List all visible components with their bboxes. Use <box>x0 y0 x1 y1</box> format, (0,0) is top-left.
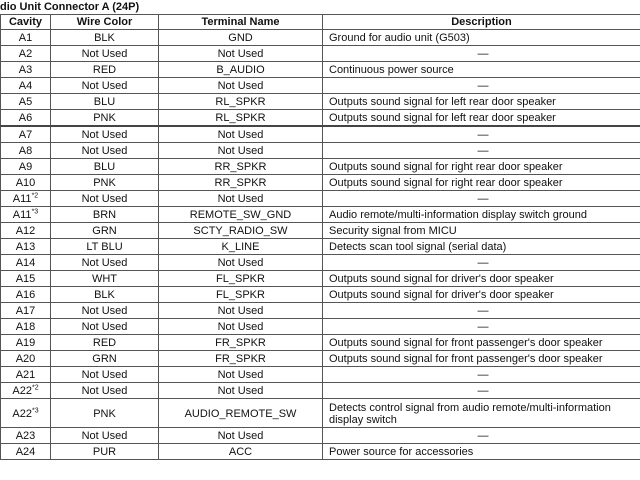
cavity-label: A17 <box>15 305 36 317</box>
cavity-label: A1 <box>18 32 33 44</box>
cavity-cell <box>1 271 51 287</box>
cavity-label: A5 <box>18 96 33 108</box>
description-cell: — <box>323 303 640 319</box>
description-cell: Audio remote/multi-information display switch ground <box>323 207 640 223</box>
terminal-name-cell: AUDIO_REMOTE_SW <box>159 399 323 428</box>
cavity-label: A20 <box>15 353 36 365</box>
table-row <box>1 271 640 287</box>
table-row <box>1 255 640 271</box>
header-cavity: Cavity <box>1 15 51 30</box>
table-row <box>1 319 640 335</box>
terminal-name-cell: REMOTE_SW_GND <box>159 207 323 223</box>
cavity-cell <box>1 175 51 191</box>
table-row <box>1 367 640 383</box>
description-cell: Outputs sound signal for right rear door speaker <box>323 175 640 191</box>
wire-color-cell: PNK <box>51 175 159 191</box>
cavity-cell <box>1 383 51 399</box>
wire-color-cell: BLU <box>51 159 159 175</box>
wire-color-cell: Not Used <box>51 367 159 383</box>
cavity-label: A23 <box>15 430 36 442</box>
wire-color-cell: Not Used <box>51 191 159 207</box>
cavity-footnote: *3 <box>31 208 39 216</box>
wire-color-cell: Not Used <box>51 46 159 62</box>
cavity-label: A22 <box>12 407 32 420</box>
terminal-name-cell: RL_SPKR <box>159 94 323 110</box>
table-row <box>1 444 640 460</box>
cavity-label: A9 <box>18 161 33 173</box>
cavity-cell <box>1 94 51 110</box>
table-row <box>1 303 640 319</box>
header-wire-color: Wire Color <box>51 15 159 30</box>
cavity-label: A22 <box>12 385 32 397</box>
cavity-cell <box>1 367 51 383</box>
wire-color-cell: Not Used <box>51 303 159 319</box>
terminal-name-cell: Not Used <box>159 303 323 319</box>
table-row <box>1 94 640 110</box>
wire-color-cell: Not Used <box>51 383 159 399</box>
terminal-name-cell: Not Used <box>159 367 323 383</box>
cavity-label: A16 <box>15 289 36 301</box>
header-row <box>1 15 640 30</box>
description-cell: — <box>323 383 640 399</box>
table-row <box>1 287 640 303</box>
cavity-cell <box>1 399 51 428</box>
wire-color-cell: BLK <box>51 30 159 46</box>
description-cell: — <box>323 78 640 94</box>
table-row <box>1 175 640 191</box>
cavity-cell <box>1 110 51 127</box>
terminal-name-cell: RR_SPKR <box>159 159 323 175</box>
terminal-name-cell: Not Used <box>159 126 323 143</box>
cavity-cell <box>1 143 51 159</box>
description-cell: Outputs sound signal for left rear door speaker <box>323 110 640 127</box>
cavity-footnote: *3 <box>31 406 39 414</box>
table-row <box>1 223 640 239</box>
cavity-label: A11 <box>12 209 32 221</box>
wire-color-cell: WHT <box>51 271 159 287</box>
cavity-label: A19 <box>15 337 36 349</box>
table-row <box>1 62 640 78</box>
terminal-name-cell: Not Used <box>159 319 323 335</box>
description-cell: Security signal from MICU <box>323 223 640 239</box>
cavity-cell <box>1 287 51 303</box>
wire-color-cell: PUR <box>51 444 159 460</box>
description-cell: Outputs sound signal for driver's door speaker <box>323 271 640 287</box>
cavity-cell <box>1 239 51 255</box>
cavity-label: A21 <box>15 369 36 381</box>
terminal-name-cell: FL_SPKR <box>159 287 323 303</box>
cavity-cell <box>1 46 51 62</box>
cavity-label: A12 <box>15 225 36 237</box>
table-row <box>1 351 640 367</box>
description-cell: — <box>323 319 640 335</box>
terminal-name-cell: FR_SPKR <box>159 335 323 351</box>
cavity-footnote: *2 <box>31 384 39 392</box>
description-cell: Outputs sound signal for right rear door speaker <box>323 159 640 175</box>
terminal-name-cell: RL_SPKR <box>159 110 323 127</box>
wire-color-cell: Not Used <box>51 319 159 335</box>
description-cell: Ground for audio unit (G503) <box>323 30 640 46</box>
wire-color-cell: PNK <box>51 110 159 127</box>
table-row <box>1 428 640 444</box>
description-cell: Outputs sound signal for left rear door speaker <box>323 94 640 110</box>
wire-color-cell: Not Used <box>51 143 159 159</box>
wire-color-cell: BLK <box>51 287 159 303</box>
cavity-cell <box>1 62 51 78</box>
terminal-name-cell: Not Used <box>159 255 323 271</box>
terminal-name-cell: ACC <box>159 444 323 460</box>
description-cell: Outputs sound signal for front passenger's door speaker <box>323 335 640 351</box>
cavity-label: A13 <box>15 241 36 253</box>
description-cell: — <box>323 367 640 383</box>
wire-color-cell: BRN <box>51 207 159 223</box>
description-cell: Outputs sound signal for front passenger's door speaker <box>323 351 640 367</box>
header-description: Description <box>323 15 640 30</box>
wire-color-cell: GRN <box>51 351 159 367</box>
cavity-cell <box>1 78 51 94</box>
description-cell: — <box>323 126 640 143</box>
table-row <box>1 110 640 127</box>
table-row <box>1 30 640 46</box>
description-cell: Detects control signal from audio remote/multi-information display switch <box>323 399 640 428</box>
terminal-name-cell: B_AUDIO <box>159 62 323 78</box>
wire-color-cell: GRN <box>51 223 159 239</box>
table-row <box>1 207 640 223</box>
wire-color-cell: PNK <box>51 399 159 428</box>
description-cell: Outputs sound signal for driver's door speaker <box>323 287 640 303</box>
header-terminal-name: Terminal Name <box>159 15 323 30</box>
wire-color-cell: Not Used <box>51 428 159 444</box>
cavity-cell <box>1 30 51 46</box>
wire-color-cell: BLU <box>51 94 159 110</box>
cavity-cell <box>1 351 51 367</box>
cavity-label: A11 <box>12 193 32 205</box>
cavity-label: A2 <box>18 48 33 60</box>
terminal-name-cell: GND <box>159 30 323 46</box>
terminal-name-cell: FL_SPKR <box>159 271 323 287</box>
terminal-name-cell: FR_SPKR <box>159 351 323 367</box>
table-caption: dio Unit Connector A (24P) <box>0 1 140 13</box>
cavity-label: A24 <box>15 446 36 458</box>
cavity-label: A8 <box>18 145 33 157</box>
wire-color-cell: Not Used <box>51 255 159 271</box>
terminal-name-cell: Not Used <box>159 428 323 444</box>
cavity-cell <box>1 303 51 319</box>
terminal-name-cell: Not Used <box>159 78 323 94</box>
terminal-name-cell: RR_SPKR <box>159 175 323 191</box>
wire-color-cell: RED <box>51 62 159 78</box>
wire-color-cell: Not Used <box>51 126 159 143</box>
connector-table <box>0 14 640 460</box>
cavity-cell <box>1 428 51 444</box>
cavity-cell <box>1 159 51 175</box>
cavity-label: A6 <box>18 112 33 124</box>
table-row <box>1 46 640 62</box>
description-cell: — <box>323 428 640 444</box>
table-row <box>1 78 640 94</box>
table-row <box>1 126 640 143</box>
table-row <box>1 191 640 207</box>
description-cell: Power source for accessories <box>323 444 640 460</box>
table-row <box>1 143 640 159</box>
terminal-name-cell: Not Used <box>159 143 323 159</box>
cavity-label: A4 <box>18 80 33 92</box>
cavity-cell <box>1 335 51 351</box>
cavity-label: A3 <box>18 64 33 76</box>
terminal-name-cell: Not Used <box>159 46 323 62</box>
description-cell: — <box>323 255 640 271</box>
wire-color-cell: LT BLU <box>51 239 159 255</box>
cavity-cell <box>1 223 51 239</box>
cavity-cell <box>1 255 51 271</box>
cavity-label: A14 <box>15 257 36 269</box>
cavity-label: A15 <box>15 273 36 285</box>
cavity-label: A7 <box>18 129 33 141</box>
description-cell: — <box>323 143 640 159</box>
wire-color-cell: RED <box>51 335 159 351</box>
table-row <box>1 383 640 399</box>
cavity-footnote: *2 <box>31 192 39 200</box>
wire-color-cell: Not Used <box>51 78 159 94</box>
description-cell: Detects scan tool signal (serial data) <box>323 239 640 255</box>
terminal-name-cell: SCTY_RADIO_SW <box>159 223 323 239</box>
cavity-cell <box>1 207 51 223</box>
description-cell: — <box>323 191 640 207</box>
cavity-cell <box>1 319 51 335</box>
terminal-name-cell: Not Used <box>159 191 323 207</box>
description-cell: Continuous power source <box>323 62 640 78</box>
terminal-name-cell: K_LINE <box>159 239 323 255</box>
cavity-label: A10 <box>15 177 36 189</box>
terminal-name-cell: Not Used <box>159 383 323 399</box>
cavity-cell <box>1 191 51 207</box>
table-row <box>1 399 640 428</box>
table-row <box>1 159 640 175</box>
cavity-label: A18 <box>15 321 36 333</box>
table-row <box>1 335 640 351</box>
table-row <box>1 239 640 255</box>
description-cell: — <box>323 46 640 62</box>
cavity-cell <box>1 444 51 460</box>
cavity-cell <box>1 126 51 143</box>
